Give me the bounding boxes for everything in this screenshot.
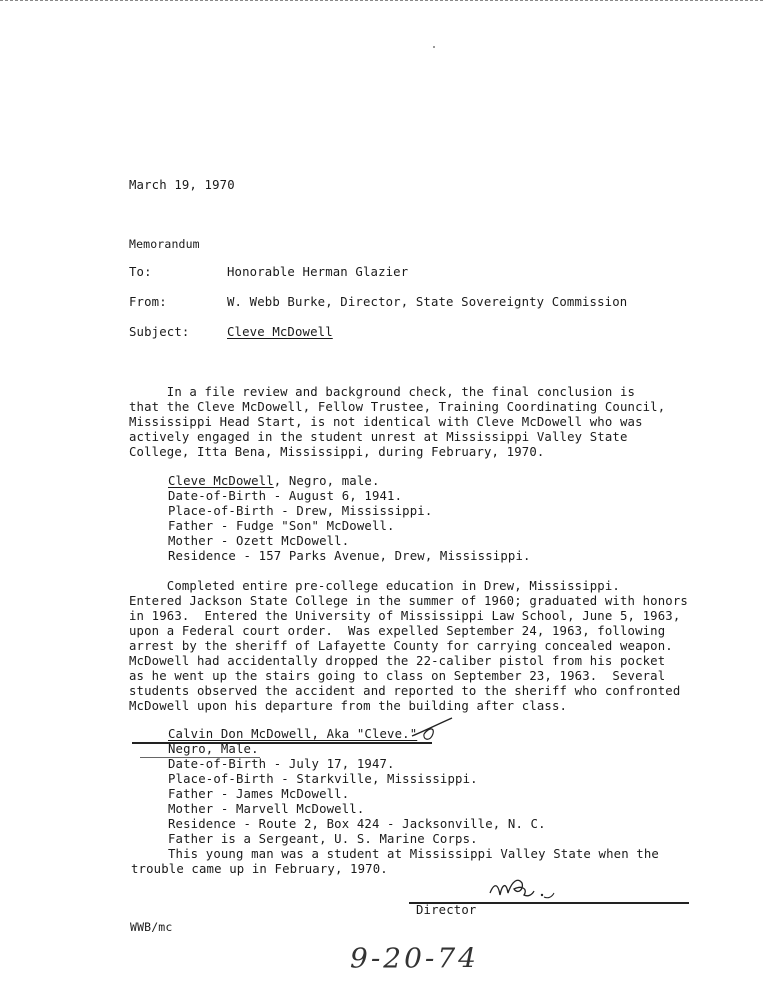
from-value: W. Webb Burke, Director, State Sovereignty Commission — [227, 295, 628, 309]
text-line: upon a Federal court order. Was expelled September 24, 1963, following — [129, 624, 666, 638]
subject-value: Cleve McDowell — [227, 325, 333, 339]
typist-initials: WWB/mc — [130, 920, 173, 934]
person-detail: Place-of-Birth - Drew, Mississippi. — [168, 504, 433, 518]
person-detail: Father - James McDowell. — [168, 787, 350, 801]
text-line: Mississippi Head Start, is not identical with Cleve McDowell who was — [129, 415, 643, 429]
scan-speck — [433, 46, 435, 48]
signature-title: Director — [416, 903, 477, 917]
text-line: In a file review and background check, the final conclusion is — [129, 385, 636, 399]
text-line: actively engaged in the student unrest at Mississippi Valley State — [129, 430, 628, 444]
person-name: Cleve McDowell — [168, 474, 274, 488]
text-line: College, Itta Bena, Mississippi, during February, 1970. — [129, 445, 545, 459]
text-line: students observed the accident and reported to the sheriff who confronted — [129, 684, 681, 698]
text-line: McDowell had accidentally dropped the 22-caliber pistol from his pocket — [129, 654, 666, 668]
handwritten-date: 9-20-74 — [350, 942, 479, 975]
person-detail: trouble came up in February, 1970. — [131, 862, 388, 876]
text-line: McDowell upon his departure from the building after class. — [129, 699, 568, 713]
to-label: To: — [129, 265, 152, 279]
person-detail: Residence - 157 Parks Avenue, Drew, Mississippi. — [168, 549, 531, 563]
person-detail: Place-of-Birth - Starkville, Mississippi. — [168, 772, 478, 786]
from-label: From: — [129, 295, 167, 309]
text-line: as he went up the stairs going to class on September 23, 1963. Several — [129, 669, 666, 683]
handwritten-mark-icon — [408, 714, 458, 742]
memo-date: March 19, 1970 — [129, 178, 235, 192]
text-line: Entered Jackson State College in the summer of 1960; graduated with honors — [129, 594, 688, 608]
person-name: Calvin Don McDowell, Aka "Cleve." — [168, 727, 418, 741]
person-detail: Date-of-Birth - July 17, 1947. — [168, 757, 395, 771]
person-detail: Father is a Sergeant, U. S. Marine Corps. — [168, 832, 478, 846]
person-detail: Date-of-Birth - August 6, 1941. — [168, 489, 403, 503]
text-line: arrest by the sheriff of Lafayette County for carrying concealed weapon. — [129, 639, 673, 653]
person-name-line — [168, 474, 380, 489]
page-top-border — [0, 0, 763, 2]
person-desc: , Negro, male. — [273, 474, 380, 488]
person-detail: This young man was a student at Mississippi Valley State when the — [168, 847, 659, 861]
text-line: in 1963. Entered the University of Mississippi Law School, June 5, 1963, — [129, 609, 681, 623]
memo-type: Memorandum — [129, 237, 200, 251]
signature-initials-icon — [488, 875, 558, 905]
person-detail: Father - Fudge "Son" McDowell. — [168, 519, 395, 533]
person-detail: Mother - Marvell McDowell. — [168, 802, 365, 816]
text-line: that the Cleve McDowell, Fellow Trustee, Training Coordinating Council, — [129, 400, 666, 414]
person-detail: Mother - Ozett McDowell. — [168, 534, 350, 548]
to-value: Honorable Herman Glazier — [227, 265, 409, 279]
person-detail: Negro, Male. — [168, 742, 259, 756]
subject-label: Subject: — [129, 325, 190, 339]
text-line: Completed entire pre-college education in Drew, Mississippi. — [129, 579, 620, 593]
person-detail: Residence - Route 2, Box 424 - Jacksonville, N. C. — [168, 817, 546, 831]
